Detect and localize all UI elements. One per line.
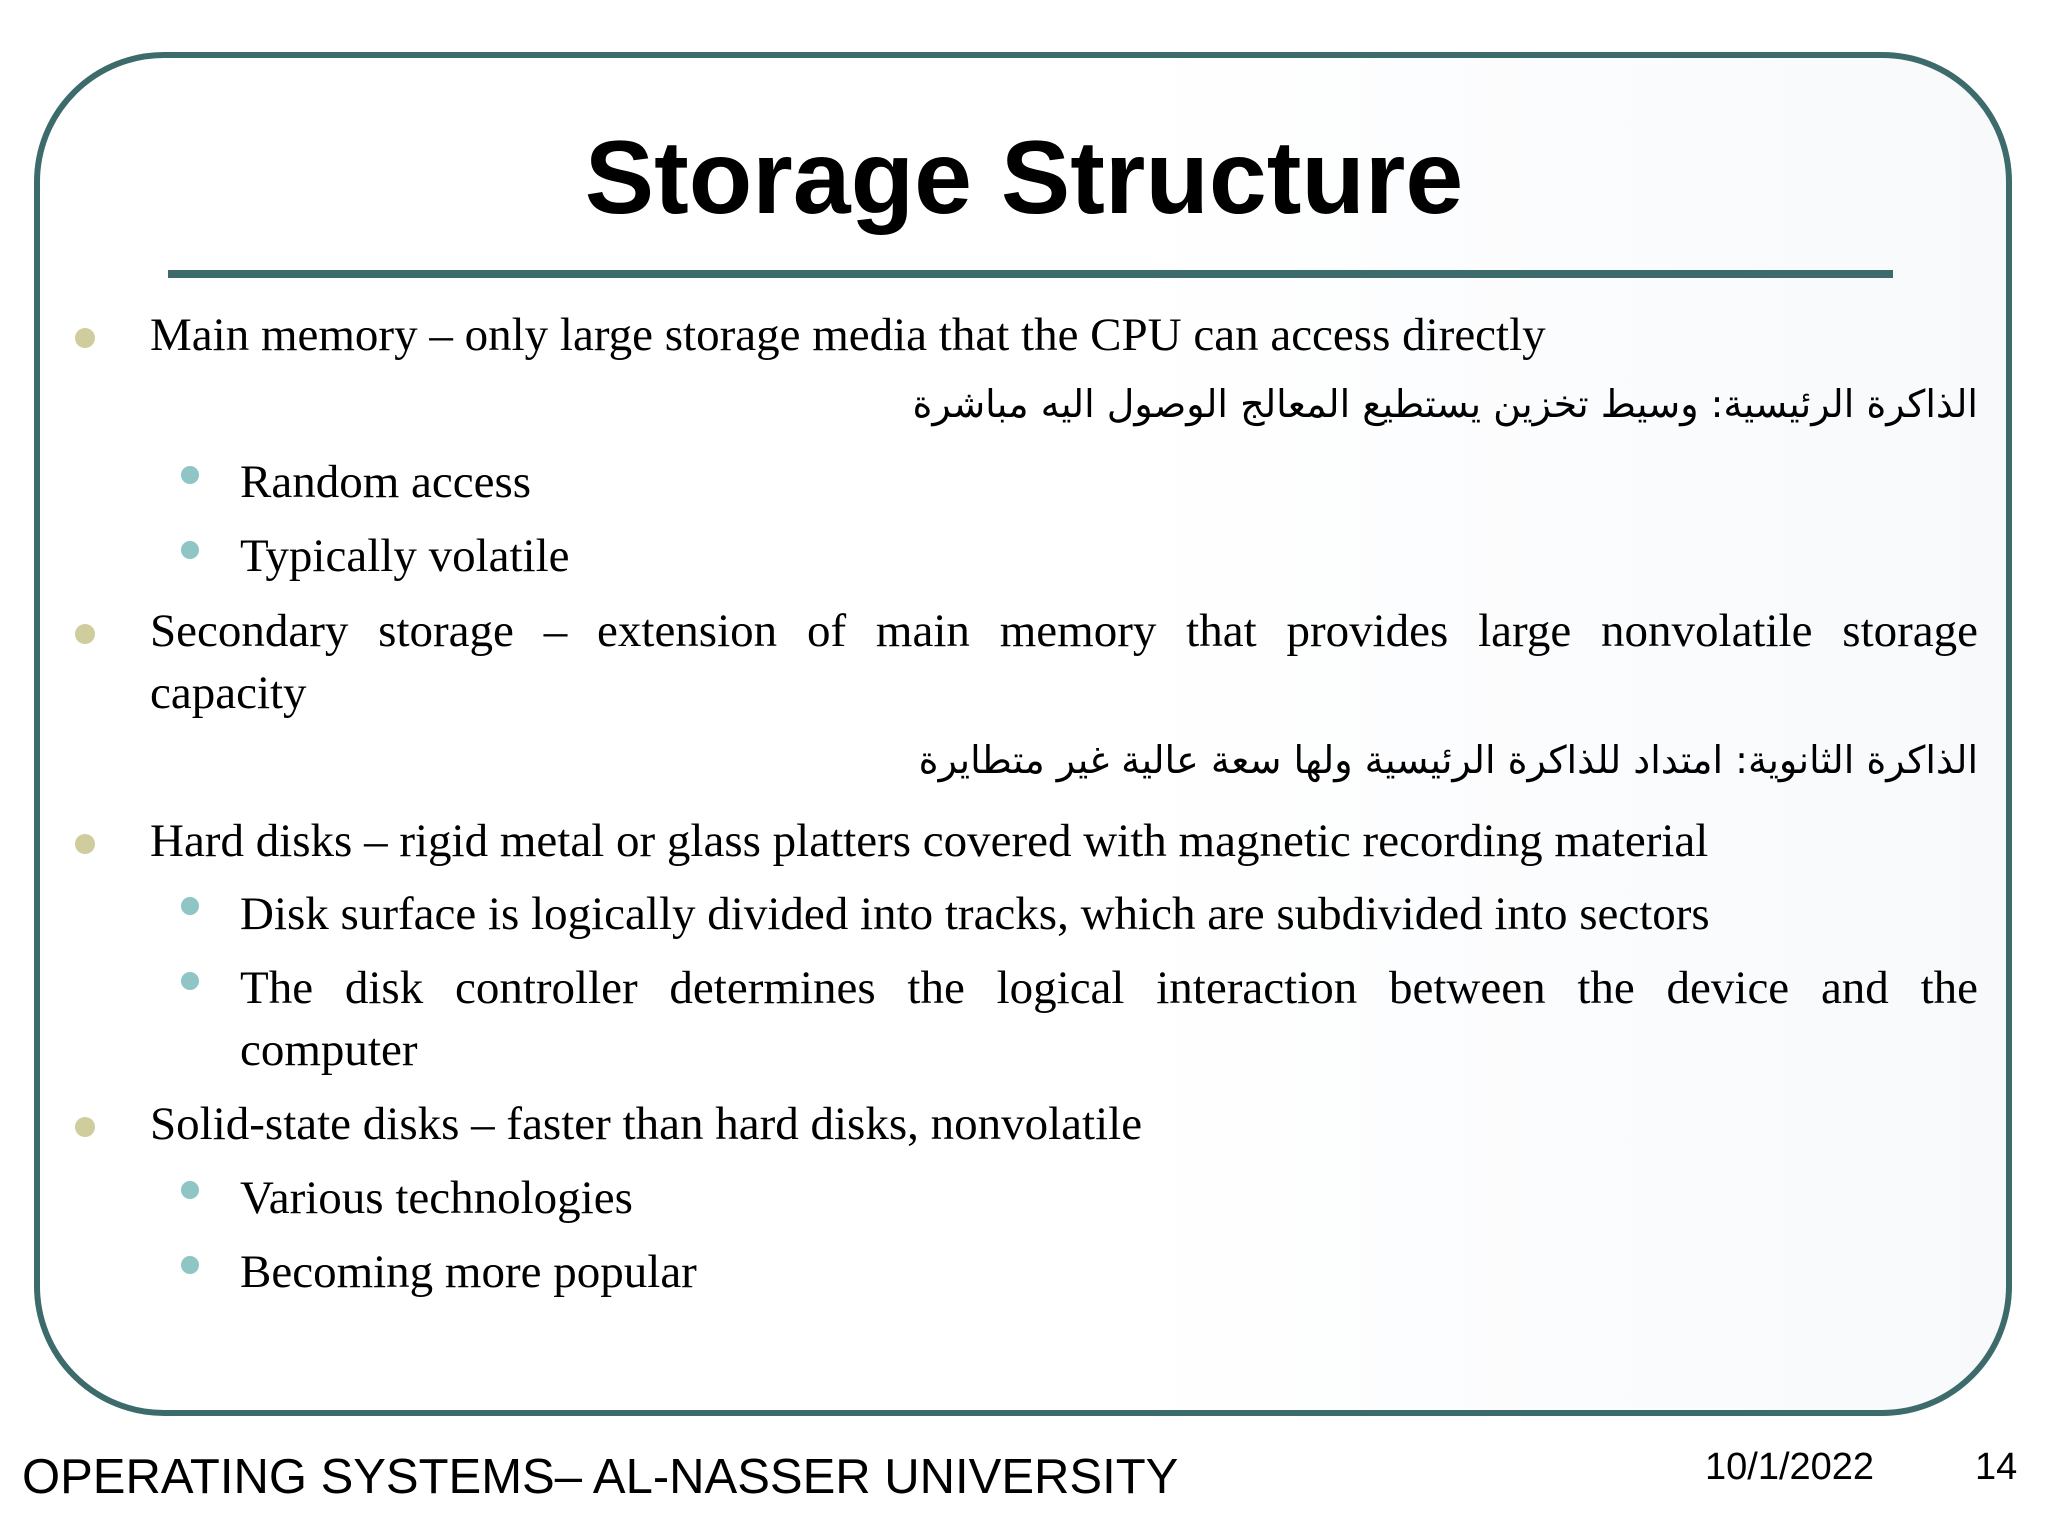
sub-bullet-random-access bbox=[181, 466, 199, 484]
sub-bullet-typically-volatile bbox=[181, 541, 199, 559]
title-underline bbox=[168, 270, 1893, 278]
sub-item-disk-surface: Disk surface is logically divided into tracks, which are subdivided into sectors bbox=[240, 888, 1710, 940]
bullet-main-memory-text: Main memory – only large storage media that the CPU can access directly bbox=[150, 309, 1546, 361]
sub-item-disk-controller: The disk controller determines the logical interaction between the device and the bbox=[240, 962, 1978, 1014]
bullet-secondary-storage bbox=[75, 624, 95, 644]
main-memory-arabic-note: الذاكرة الرئيسية: وسيط تخزين يستطيع المعالج الوصول اليه مباشرة bbox=[912, 382, 1978, 426]
bullet-solid-state bbox=[75, 1117, 95, 1137]
sub-bullet-more-popular bbox=[181, 1256, 199, 1274]
footer-page-number: 14 bbox=[1975, 1446, 2018, 1488]
bullet-hard-disks-text: Hard disks – rigid metal or glass platters covered with magnetic recording material bbox=[150, 815, 1709, 867]
sub-bullet-disk-surface bbox=[181, 897, 199, 915]
bullet-main-memory bbox=[75, 328, 95, 348]
sub-item-various-technologies: Various technologies bbox=[240, 1172, 633, 1224]
bullet-secondary-storage-text: Secondary storage – extension of main memory that provides large nonvolatile storage bbox=[150, 605, 1978, 657]
secondary-storage-arabic-note: الذاكرة الثانوية: امتداد للذاكرة الرئيسية ولها سعة عالية غير متطايرة bbox=[918, 738, 1978, 782]
bullet-secondary-storage-text-cont: capacity bbox=[150, 667, 307, 719]
sub-bullet-disk-controller bbox=[181, 972, 199, 990]
sub-item-typically-volatile: Typically volatile bbox=[240, 530, 570, 582]
sub-item-disk-controller-cont: computer bbox=[240, 1024, 418, 1076]
slide-title: Storage Structure bbox=[584, 120, 1464, 236]
footer-course-title: OPERATING SYSTEMS– AL-NASSER UNIVERSITY bbox=[22, 1450, 1179, 1504]
bullet-solid-state-text: Solid-state disks – faster than hard disks, nonvolatile bbox=[150, 1098, 1143, 1150]
bullet-hard-disks bbox=[75, 834, 95, 854]
footer-date: 10/1/2022 bbox=[1705, 1446, 1875, 1488]
sub-item-random-access: Random access bbox=[240, 456, 532, 508]
sub-item-more-popular: Becoming more popular bbox=[240, 1246, 697, 1298]
sub-bullet-various-technologies bbox=[181, 1181, 199, 1199]
